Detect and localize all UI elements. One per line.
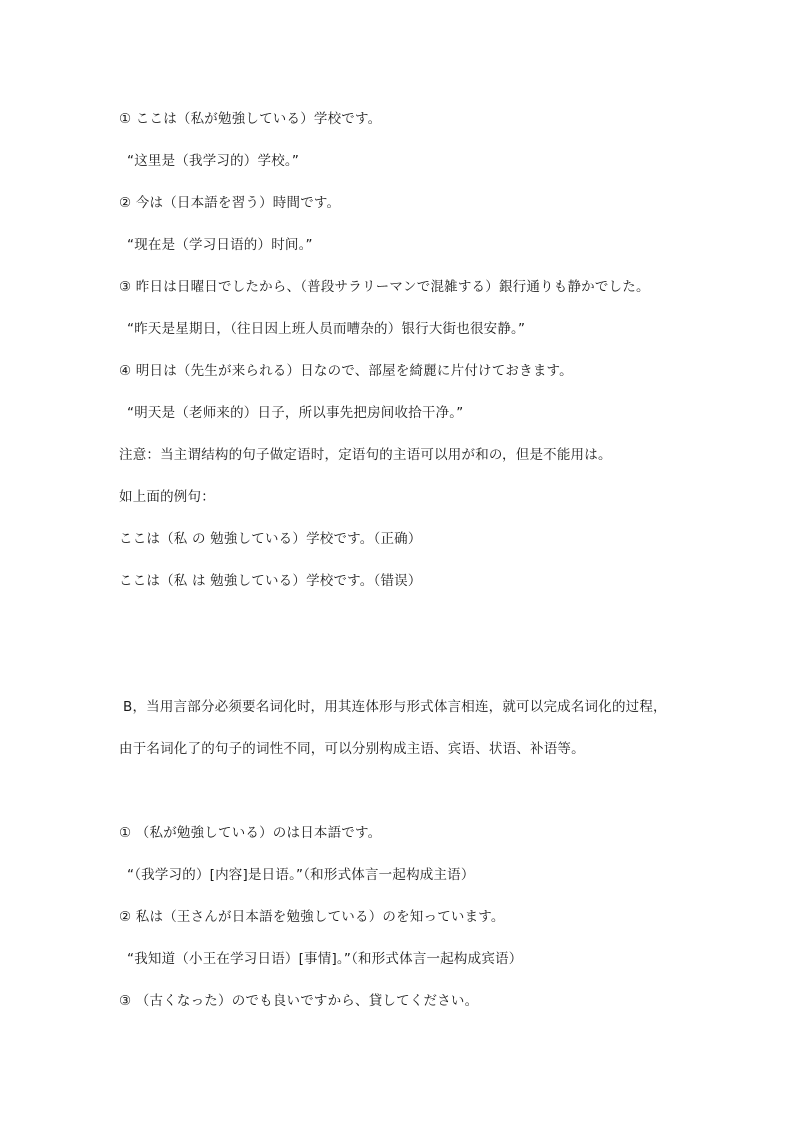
b-example-2-chinese: “我知道（小王在学习日语）[事情]。”（和形式体言一起构成宾语） xyxy=(127,951,523,967)
wrong-example: ここは（私 は 勉強している）学校です。（错误） xyxy=(119,573,422,589)
example-3-japanese: ③ 昨日は日曜日でしたから、（普段サラリーマンで混雑する）銀行通りも静かでした。 xyxy=(119,279,650,295)
b-example-3-japanese: ③ （古くなった）のでも良いですから、貸してください。 xyxy=(119,993,479,1009)
example-3-chinese: “昨天是星期日，（往日因上班人员而嘈杂的）银行大街也很安静。” xyxy=(127,321,526,337)
example-4-japanese: ④ 明日は（先生が来られる）日なので、部屋を綺麗に片付けておきます。 xyxy=(119,363,573,379)
section-b-intro-2: 由于名词化了的句子的词性不同，可以分别构成主语、宾语、状语、补语等。 xyxy=(119,741,585,757)
b-example-2-japanese: ② 私は（王さんが日本語を勉強している）のを知っています。 xyxy=(119,909,505,925)
example-1-chinese: “这里是（我学习的）学校。” xyxy=(127,153,300,169)
correct-example: ここは（私 の 勉強している）学校です。（正确） xyxy=(119,531,422,547)
section-b-intro-1: B，当用言部分必须要名词化时，用其连体形与形式体言相连，就可以完成名词化的过程， xyxy=(123,699,667,715)
example-2-chinese: “现在是（学习日语的）时间。” xyxy=(127,237,313,253)
example-intro: 如上面的例句： xyxy=(119,489,215,505)
note-text: 注意：当主谓结构的句子做定语时，定语句的主语可以用が和の，但是不能用は。 xyxy=(119,447,612,463)
example-1-japanese: ① ここは（私が勉強している）学校です。 xyxy=(119,111,382,127)
b-example-1-chinese: “（我学习的）[内容]是日语。”（和形式体言一起构成主语） xyxy=(127,867,475,883)
b-example-1-japanese: ① （私が勉強している）のは日本語です。 xyxy=(119,825,382,841)
example-2-japanese: ② 今は（日本語を習う）時間です。 xyxy=(119,195,341,211)
example-4-chinese: “明天是（老师来的）日子，所以事先把房间收拾干净。” xyxy=(127,405,464,421)
